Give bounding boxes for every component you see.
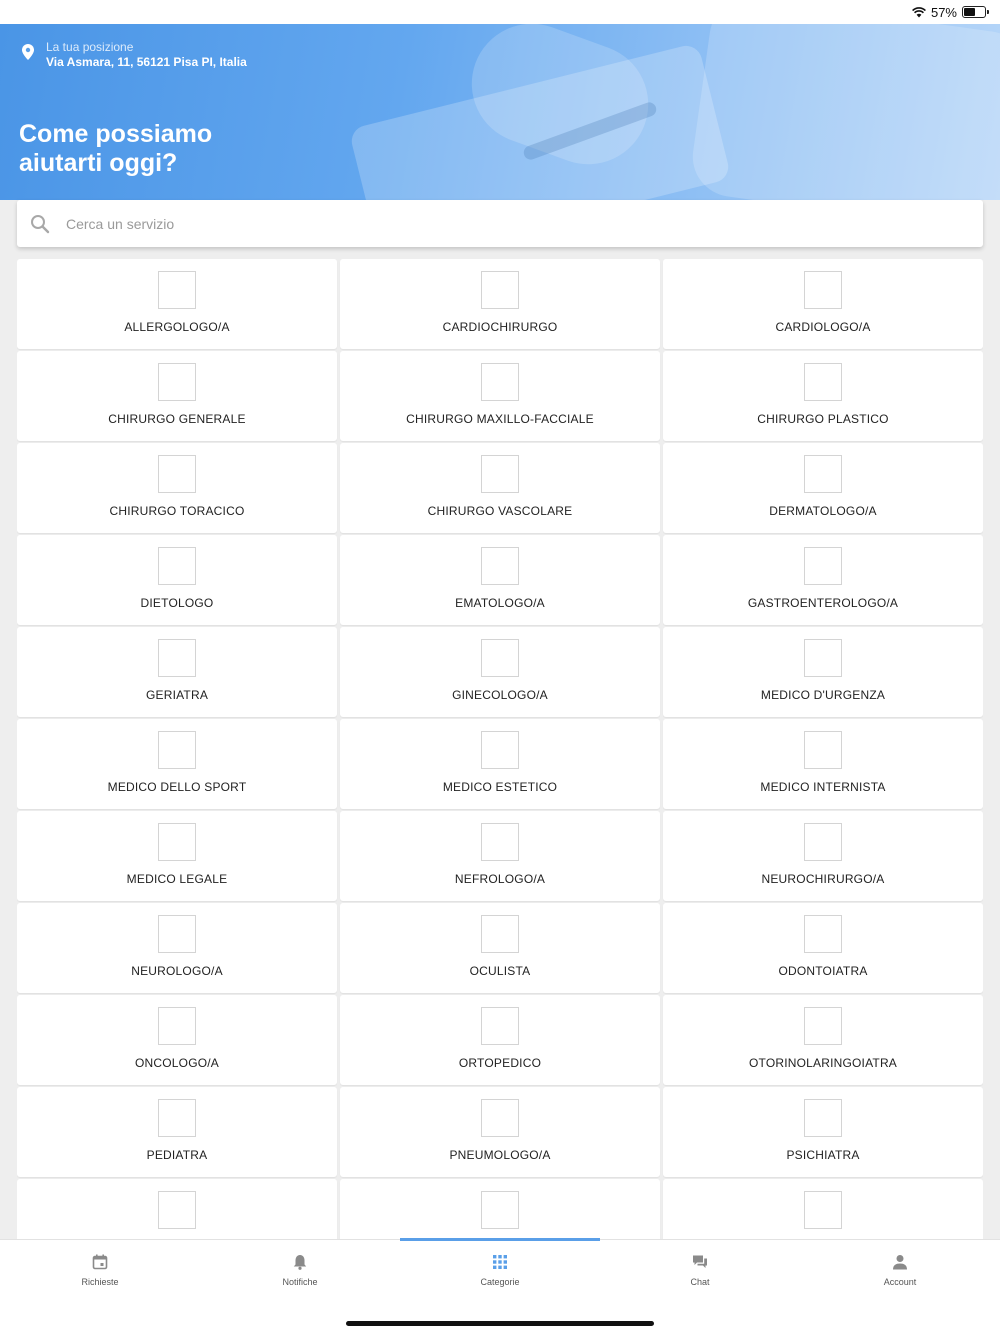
tab-label: Categorie <box>480 1277 520 1287</box>
tab-chat[interactable] <box>600 1240 800 1300</box>
category-card[interactable] <box>663 627 983 717</box>
category-image-placeholder-icon <box>481 1191 519 1229</box>
category-label: MEDICO LEGALE <box>126 872 228 886</box>
tab-account[interactable] <box>800 1240 1000 1300</box>
category-label: CHIRURGO GENERALE <box>108 412 246 426</box>
bell-icon <box>292 1254 308 1270</box>
category-label: NEFROLOGO/A <box>454 872 546 886</box>
category-label: MEDICO ESTETICO <box>442 780 558 794</box>
search-bar[interactable] <box>17 200 983 247</box>
category-card[interactable] <box>17 535 337 625</box>
category-label: CHIRURGO MAXILLO-FACCIALE <box>406 412 594 426</box>
category-card[interactable] <box>340 535 660 625</box>
category-image-placeholder-icon <box>158 271 196 309</box>
category-label: EMATOLOGO/A <box>455 596 545 610</box>
page-title: Come possiamo aiutarti oggi? <box>19 120 213 177</box>
status-bar <box>0 0 1000 24</box>
category-image-placeholder-icon <box>481 547 519 585</box>
category-card[interactable] <box>340 1179 660 1239</box>
category-card[interactable] <box>340 719 660 809</box>
category-label: NEUROCHIRURGO/A <box>761 872 885 886</box>
category-image-placeholder-icon <box>158 1099 196 1137</box>
person-icon <box>892 1254 908 1270</box>
category-image-placeholder-icon <box>158 547 196 585</box>
category-label: CHIRURGO VASCOLARE <box>427 504 573 518</box>
category-card[interactable] <box>340 259 660 349</box>
category-card[interactable] <box>340 627 660 717</box>
category-label: PNEUMOLOGO/A <box>449 1148 551 1162</box>
category-card[interactable] <box>663 351 983 441</box>
tab-label: Notifiche <box>282 1277 318 1287</box>
category-image-placeholder-icon <box>804 271 842 309</box>
category-label: PEDIATRA <box>146 1148 208 1162</box>
category-image-placeholder-icon <box>481 639 519 677</box>
category-card[interactable] <box>663 443 983 533</box>
location-block[interactable] <box>22 40 247 70</box>
battery-icon <box>962 6 986 18</box>
category-card[interactable] <box>17 443 337 533</box>
category-image-placeholder-icon <box>804 1007 842 1045</box>
battery-nub <box>987 10 989 14</box>
category-image-placeholder-icon <box>481 1007 519 1045</box>
category-image-placeholder-icon <box>481 455 519 493</box>
location-pin-icon <box>22 44 34 60</box>
category-image-placeholder-icon <box>481 1099 519 1137</box>
category-image-placeholder-icon <box>804 455 842 493</box>
category-card[interactable] <box>663 259 983 349</box>
wifi-icon <box>912 6 926 18</box>
tab-label: Chat <box>690 1277 710 1287</box>
category-label: NEUROLOGO/A <box>131 964 223 978</box>
category-image-placeholder-icon <box>804 915 842 953</box>
category-card[interactable] <box>340 443 660 533</box>
category-image-placeholder-icon <box>481 915 519 953</box>
category-image-placeholder-icon <box>158 363 196 401</box>
home-indicator[interactable] <box>346 1321 654 1326</box>
category-card[interactable] <box>17 995 337 1085</box>
category-image-placeholder-icon <box>158 639 196 677</box>
category-image-placeholder-icon <box>158 823 196 861</box>
category-image-placeholder-icon <box>158 915 196 953</box>
category-image-placeholder-icon <box>481 731 519 769</box>
category-label: CARDIOCHIRURGO <box>442 320 558 334</box>
location-text <box>46 40 247 70</box>
category-image-placeholder-icon <box>481 271 519 309</box>
category-grid <box>17 259 983 1239</box>
battery-percent: 57% <box>930 4 957 20</box>
category-label: MEDICO D'URGENZA <box>760 688 886 702</box>
location-address: Via Asmara, 11, 56121 Pisa PI, Italia <box>46 55 247 69</box>
category-label: ORTOPEDICO <box>458 1056 542 1070</box>
category-label: PSICHIATRA <box>786 1148 860 1162</box>
status-right <box>912 4 986 20</box>
search-icon <box>30 214 50 234</box>
search-input[interactable] <box>66 216 926 232</box>
category-card[interactable] <box>17 903 337 993</box>
category-label: ALLERGOLOGO/A <box>124 320 230 334</box>
category-image-placeholder-icon <box>804 639 842 677</box>
category-card[interactable] <box>17 259 337 349</box>
tab-notifiche[interactable] <box>200 1240 400 1300</box>
category-card[interactable] <box>340 1087 660 1177</box>
category-image-placeholder-icon <box>158 731 196 769</box>
tab-bar <box>0 1239 1000 1334</box>
category-label: ODONTOIATRA <box>778 964 868 978</box>
category-label: ONCOLOGO/A <box>134 1056 219 1070</box>
category-card[interactable] <box>340 351 660 441</box>
category-card[interactable] <box>663 719 983 809</box>
category-label: GERIATRA <box>145 688 209 702</box>
category-label: GINECOLOGO/A <box>452 688 548 702</box>
category-card[interactable] <box>663 995 983 1085</box>
battery-fill <box>964 8 975 16</box>
category-card[interactable] <box>340 811 660 901</box>
category-label: DERMATOLOGO/A <box>769 504 877 518</box>
category-label: MEDICO INTERNISTA <box>760 780 886 794</box>
category-card[interactable] <box>340 903 660 993</box>
hero-decor <box>688 24 1000 200</box>
grid-icon <box>492 1254 508 1270</box>
category-image-placeholder-icon <box>804 547 842 585</box>
active-tab-indicator <box>400 1238 600 1241</box>
chat-icon <box>692 1254 708 1270</box>
category-image-placeholder-icon <box>804 1099 842 1137</box>
category-card[interactable] <box>340 995 660 1085</box>
category-card[interactable] <box>17 1087 337 1177</box>
category-card[interactable] <box>663 1179 983 1239</box>
category-image-placeholder-icon <box>158 1191 196 1229</box>
category-image-placeholder-icon <box>804 823 842 861</box>
category-card[interactable] <box>17 351 337 441</box>
category-label: GASTROENTEROLOGO/A <box>747 596 899 610</box>
category-label: CARDIOLOGO/A <box>775 320 871 334</box>
category-card[interactable] <box>663 1087 983 1177</box>
hero-banner <box>0 24 1000 200</box>
location-label: La tua posizione <box>46 40 134 54</box>
category-label: CHIRURGO TORACICO <box>109 504 245 518</box>
category-image-placeholder-icon <box>481 823 519 861</box>
category-card[interactable] <box>663 903 983 993</box>
category-label: OCULISTA <box>469 964 531 978</box>
category-label: DIETOLOGO <box>140 596 214 610</box>
category-card[interactable] <box>17 811 337 901</box>
category-label: OTORINOLARINGOIATRA <box>748 1056 898 1070</box>
category-image-placeholder-icon <box>158 1007 196 1045</box>
category-image-placeholder-icon <box>804 363 842 401</box>
category-label: CHIRURGO PLASTICO <box>757 412 889 426</box>
calendar-icon <box>92 1254 108 1270</box>
category-card[interactable] <box>663 811 983 901</box>
tab-categorie[interactable] <box>400 1240 600 1300</box>
tab-label: Account <box>883 1277 917 1287</box>
category-card[interactable] <box>17 719 337 809</box>
category-card[interactable] <box>663 535 983 625</box>
tab-label: Richieste <box>81 1277 119 1287</box>
category-image-placeholder-icon <box>158 455 196 493</box>
category-image-placeholder-icon <box>804 731 842 769</box>
category-image-placeholder-icon <box>481 363 519 401</box>
tab-richieste[interactable] <box>0 1240 200 1300</box>
category-label: MEDICO DELLO SPORT <box>107 780 247 794</box>
category-card[interactable] <box>17 1179 337 1239</box>
category-image-placeholder-icon <box>804 1191 842 1229</box>
category-card[interactable] <box>17 627 337 717</box>
